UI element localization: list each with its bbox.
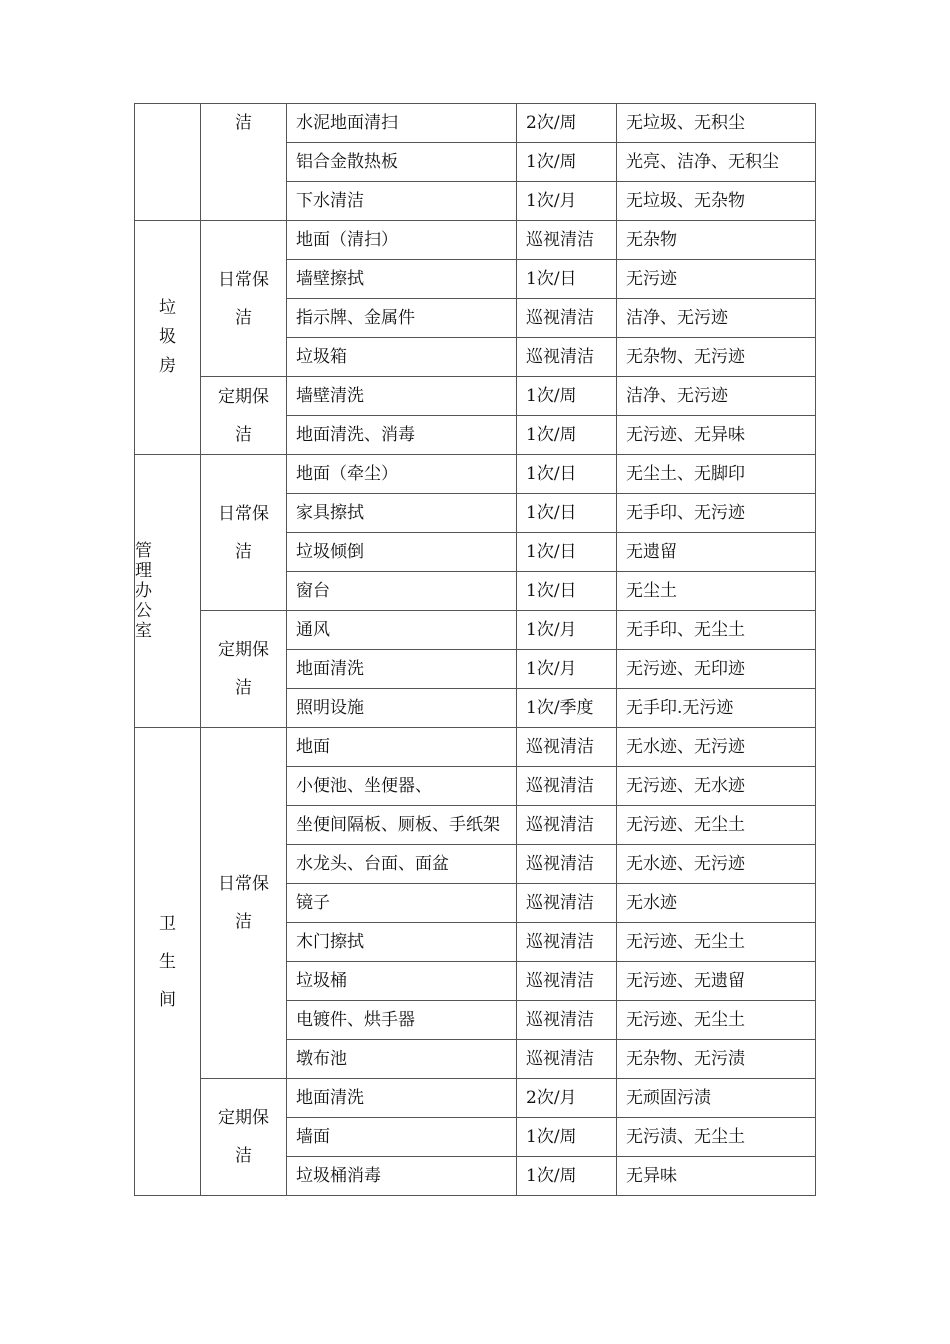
table-row <box>135 1079 816 1118</box>
freq-cell: 巡视清洁 <box>517 221 617 260</box>
item-cell: 窗台 <box>287 572 517 611</box>
freq-cell: 巡视清洁 <box>517 884 617 923</box>
standard-cell: 光亮、洁净、无积尘 <box>617 143 816 182</box>
item-cell: 墙壁清洗 <box>287 377 517 416</box>
freq-cell: 1次/日 <box>517 533 617 572</box>
freq-cell: 1次/周 <box>517 143 617 182</box>
standard-cell: 无手印、无尘土 <box>617 611 816 650</box>
item-cell: 电镀件、烘手器 <box>287 1001 517 1040</box>
standard-cell: 无水迹、无污迹 <box>617 845 816 884</box>
standard-cell: 无垃圾、无杂物 <box>617 182 816 221</box>
item-cell: 地面清洗 <box>287 1079 517 1118</box>
item-cell: 水龙头、台面、面盆 <box>287 845 517 884</box>
freq-cell: 1次/日 <box>517 494 617 533</box>
item-cell: 垃圾桶 <box>287 962 517 1001</box>
standard-cell: 无污迹、无印迹 <box>617 650 816 689</box>
item-cell: 家具擦拭 <box>287 494 517 533</box>
freq-cell: 巡视清洁 <box>517 767 617 806</box>
standard-cell: 无污渍、无尘土 <box>617 1118 816 1157</box>
item-cell: 照明设施 <box>287 689 517 728</box>
table-row <box>135 455 816 494</box>
freq-cell: 1次/月 <box>517 611 617 650</box>
item-cell: 水泥地面清扫 <box>287 104 517 143</box>
area-cell-continued <box>135 104 201 221</box>
standard-cell: 无污迹、无尘土 <box>617 806 816 845</box>
freq-cell: 1次/日 <box>517 572 617 611</box>
table-row <box>135 728 816 767</box>
freq-cell: 2次/周 <box>517 104 617 143</box>
type-daily-cleaning: 日常保 洁 <box>201 455 287 611</box>
freq-cell: 1次/周 <box>517 1118 617 1157</box>
freq-cell: 1次/月 <box>517 650 617 689</box>
item-cell: 地面清洗 <box>287 650 517 689</box>
standard-cell: 洁净、无污迹 <box>617 299 816 338</box>
standard-cell: 无污迹、无尘土 <box>617 923 816 962</box>
freq-cell: 巡视清洁 <box>517 806 617 845</box>
freq-cell: 2次/月 <box>517 1079 617 1118</box>
table-row <box>135 221 816 260</box>
standard-cell: 无遗留 <box>617 533 816 572</box>
freq-cell: 巡视清洁 <box>517 962 617 1001</box>
standard-cell: 无尘土 <box>617 572 816 611</box>
area-management-office: 管 理 办 公 室 <box>135 455 201 728</box>
standard-cell: 无杂物 <box>617 221 816 260</box>
freq-cell: 巡视清洁 <box>517 338 617 377</box>
standard-cell: 无手印、无污迹 <box>617 494 816 533</box>
item-cell: 木门擦拭 <box>287 923 517 962</box>
standard-cell: 无污迹、无尘土 <box>617 1001 816 1040</box>
freq-cell: 1次/周 <box>517 416 617 455</box>
item-cell: 镜子 <box>287 884 517 923</box>
standard-cell: 无污迹 <box>617 260 816 299</box>
freq-cell: 1次/日 <box>517 455 617 494</box>
freq-cell: 巡视清洁 <box>517 845 617 884</box>
item-cell: 垃圾桶消毒 <box>287 1157 517 1196</box>
item-cell: 墩布池 <box>287 1040 517 1079</box>
item-cell: 指示牌、金属件 <box>287 299 517 338</box>
freq-cell: 巡视清洁 <box>517 1040 617 1079</box>
type-daily-cleaning: 日常保 洁 <box>201 728 287 1079</box>
standard-cell: 无手印.无污迹 <box>617 689 816 728</box>
item-cell: 通风 <box>287 611 517 650</box>
freq-cell: 1次/周 <box>517 1157 617 1196</box>
standard-cell: 无垃圾、无积尘 <box>617 104 816 143</box>
standard-cell: 无污迹、无遗留 <box>617 962 816 1001</box>
freq-cell: 巡视清洁 <box>517 299 617 338</box>
item-cell: 铝合金散热板 <box>287 143 517 182</box>
standard-cell: 无杂物、无污迹 <box>617 338 816 377</box>
type-daily-cleaning: 日常保 洁 <box>201 221 287 377</box>
type-periodic-cleaning: 定期保 洁 <box>201 377 287 455</box>
item-cell: 墙面 <box>287 1118 517 1157</box>
standard-cell: 无尘土、无脚印 <box>617 455 816 494</box>
item-cell: 地面 <box>287 728 517 767</box>
standard-cell: 洁净、无污迹 <box>617 377 816 416</box>
cleaning-standards-table <box>134 103 816 1196</box>
table-row <box>135 377 816 416</box>
item-cell: 坐便间隔板、厕板、手纸架 <box>287 806 517 845</box>
freq-cell: 1次/季度 <box>517 689 617 728</box>
freq-cell: 巡视清洁 <box>517 1001 617 1040</box>
standard-cell: 无杂物、无污渍 <box>617 1040 816 1079</box>
type-cell-continued: 洁 <box>201 104 287 221</box>
standard-cell: 无污迹、无异味 <box>617 416 816 455</box>
area-restroom: 卫 生 间 <box>135 728 201 1196</box>
standard-cell: 无异味 <box>617 1157 816 1196</box>
area-garbage-room: 垃 圾 房 <box>135 221 201 455</box>
freq-cell: 1次/周 <box>517 377 617 416</box>
item-cell: 小便池、坐便器、 <box>287 767 517 806</box>
item-cell: 下水清洁 <box>287 182 517 221</box>
freq-cell: 巡视清洁 <box>517 728 617 767</box>
item-cell: 地面（牵尘） <box>287 455 517 494</box>
item-cell: 地面清洗、消毒 <box>287 416 517 455</box>
standard-cell: 无水迹 <box>617 884 816 923</box>
standard-cell: 无污迹、无水迹 <box>617 767 816 806</box>
freq-cell: 1次/月 <box>517 182 617 221</box>
table-row <box>135 611 816 650</box>
type-periodic-cleaning: 定期保 洁 <box>201 1079 287 1196</box>
item-cell: 垃圾箱 <box>287 338 517 377</box>
freq-cell: 巡视清洁 <box>517 923 617 962</box>
standard-cell: 无水迹、无污迹 <box>617 728 816 767</box>
item-cell: 垃圾倾倒 <box>287 533 517 572</box>
standard-cell: 无顽固污渍 <box>617 1079 816 1118</box>
type-periodic-cleaning: 定期保 洁 <box>201 611 287 728</box>
item-cell: 墙壁擦拭 <box>287 260 517 299</box>
item-cell: 地面（清扫） <box>287 221 517 260</box>
table-row <box>135 104 816 143</box>
freq-cell: 1次/日 <box>517 260 617 299</box>
